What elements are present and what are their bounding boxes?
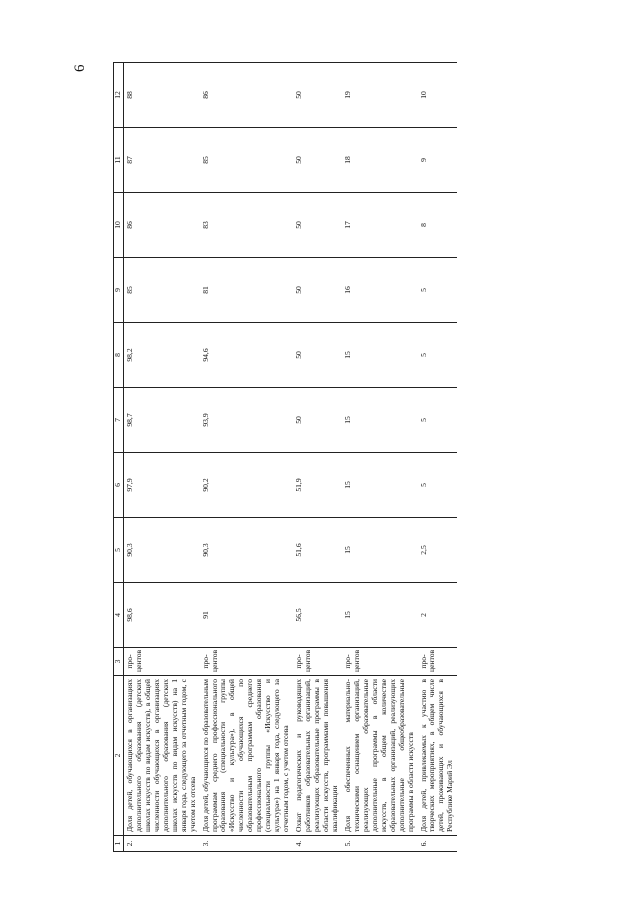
col-header: 8 xyxy=(114,323,124,388)
value-cell: 15 xyxy=(342,388,418,453)
value-cell: 5 xyxy=(418,323,458,388)
indicators-table xyxy=(113,62,457,852)
value-cell: 86 xyxy=(123,193,199,258)
page-number: 6 xyxy=(72,64,88,72)
value-cell: 5 xyxy=(418,453,458,518)
col-header: 10 xyxy=(114,193,124,258)
value-cell: 5 xyxy=(418,388,458,453)
indicator-description: Доля обеспеченных материально-техническими оснащением организаций, реализующих образовательные дополнительные программы в области искусств, в общем количестве образовательных организаций, реализующих дополнительные общеобразовательные программы в области искусств xyxy=(342,676,418,836)
col-header: 11 xyxy=(114,128,124,193)
value-cell: 19 xyxy=(342,63,418,128)
value-cell: 51,9 xyxy=(293,453,342,518)
column-number-header xyxy=(114,63,124,852)
col-header: 12 xyxy=(114,63,124,128)
table-row xyxy=(123,63,199,852)
row-number: 3. xyxy=(200,836,294,852)
col-header: 1 xyxy=(114,836,124,852)
indicator-description: Доля детей, обучающихся в организациях дополнительного образования (детских школах искусств по видам искусств), в общей численности обучающихся в организациях дополнительного образования (детских школах искусств по видам искусств) на 1 января года, следующего за отчетным годом, с учетом их отсева xyxy=(123,676,199,836)
value-cell: 15 xyxy=(342,583,418,648)
value-cell: 83 xyxy=(200,193,294,258)
value-cell: 50 xyxy=(293,63,342,128)
value-cell: 90,2 xyxy=(200,453,294,518)
value-cell: 50 xyxy=(293,193,342,258)
value-cell: 10 xyxy=(418,63,458,128)
value-cell: 81 xyxy=(200,258,294,323)
row-number: 2. xyxy=(123,836,199,852)
value-cell: 8 xyxy=(418,193,458,258)
table-row xyxy=(293,63,342,852)
value-cell: 87 xyxy=(123,128,199,193)
row-number: 4. xyxy=(293,836,342,852)
value-cell: 50 xyxy=(293,323,342,388)
unit-cell: про-центов xyxy=(418,648,458,676)
row-number: 6. xyxy=(418,836,458,852)
indicator-description: Доля детей, обучающихся по образовательным программам среднего профессионального образования (специальности группы «Искусство и культура»), в общей численности обучающихся по образовательным программам среднего профессионального образования (специальности группы «Искусство и культура») на 1 января года, следующего за отчетным годом, с учетом отсева xyxy=(200,676,294,836)
unit-cell: про-центов xyxy=(200,648,294,676)
col-header: 7 xyxy=(114,388,124,453)
value-cell: 56,5 xyxy=(293,583,342,648)
value-cell: 2 xyxy=(418,583,458,648)
value-cell: 93,9 xyxy=(200,388,294,453)
value-cell: 98,2 xyxy=(123,323,199,388)
indicator-description: Охват педагогических и руководящих работников образовательных организаций, реализующих образовательные программы в области искусств, программами повышения квалификации xyxy=(293,676,342,836)
value-cell: 94,6 xyxy=(200,323,294,388)
value-cell: 50 xyxy=(293,258,342,323)
value-cell: 15 xyxy=(342,518,418,583)
value-cell: 18 xyxy=(342,128,418,193)
unit-cell: про-центов xyxy=(123,648,199,676)
value-cell: 51,6 xyxy=(293,518,342,583)
col-header: 2 xyxy=(114,676,124,836)
value-cell: 85 xyxy=(200,128,294,193)
value-cell: 2,5 xyxy=(418,518,458,583)
value-cell: 17 xyxy=(342,193,418,258)
value-cell: 50 xyxy=(293,128,342,193)
table-row xyxy=(200,63,294,852)
value-cell: 15 xyxy=(342,323,418,388)
row-number: 5. xyxy=(342,836,418,852)
col-header: 9 xyxy=(114,258,124,323)
value-cell: 90,3 xyxy=(200,518,294,583)
value-cell: 9 xyxy=(418,128,458,193)
value-cell: 5 xyxy=(418,258,458,323)
value-cell: 91 xyxy=(200,583,294,648)
col-header: 3 xyxy=(114,648,124,676)
col-header: 6 xyxy=(114,453,124,518)
unit-cell: про-центов xyxy=(342,648,418,676)
table-row xyxy=(342,63,418,852)
indicator-description: Доля детей, привлекаемых к участию в творческих мероприятиях, в общем числе детей, проживающих и обучающихся в Республике Марий Эл xyxy=(418,676,458,836)
col-header: 5 xyxy=(114,518,124,583)
rotated-table-wrapper xyxy=(113,62,640,852)
value-cell: 15 xyxy=(342,453,418,518)
value-cell: 88 xyxy=(123,63,199,128)
value-cell: 85 xyxy=(123,258,199,323)
value-cell: 98,7 xyxy=(123,388,199,453)
value-cell: 86 xyxy=(200,63,294,128)
value-cell: 16 xyxy=(342,258,418,323)
value-cell: 97,9 xyxy=(123,453,199,518)
value-cell: 98,6 xyxy=(123,583,199,648)
unit-cell: про-центов xyxy=(293,648,342,676)
table-row xyxy=(418,63,458,852)
col-header: 4 xyxy=(114,583,124,648)
value-cell: 90,3 xyxy=(123,518,199,583)
value-cell: 50 xyxy=(293,388,342,453)
